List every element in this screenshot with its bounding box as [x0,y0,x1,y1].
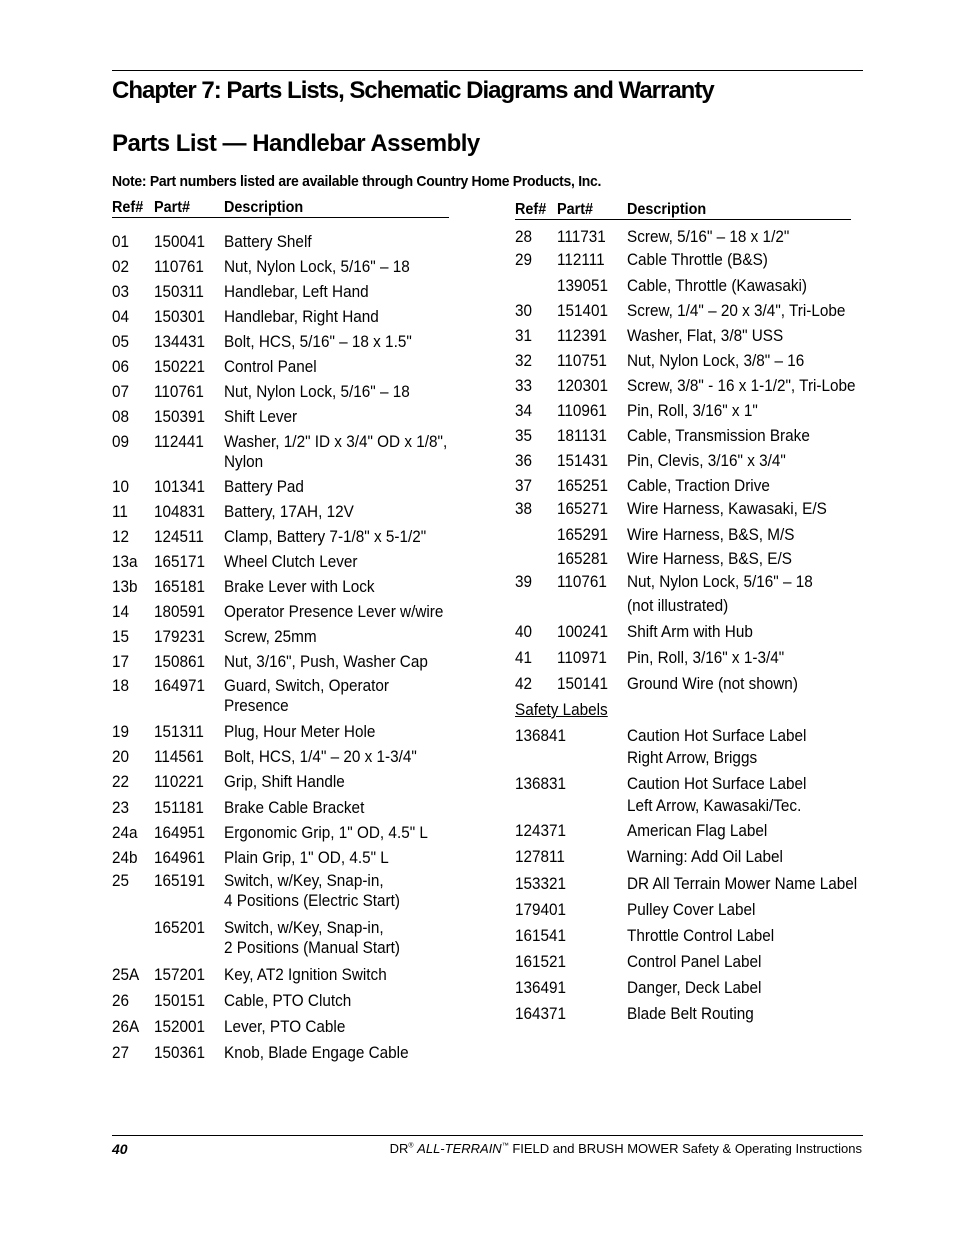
part-description: Knob, Blade Engage Cable [224,1043,409,1062]
part-number: 161541 [515,926,567,945]
part-description: Nut, Nylon Lock, 5/16" – 18 [224,257,410,276]
part-number: 150041 [154,232,206,251]
part-number: 151401 [557,301,609,320]
part-description: Ground Wire (not shown) [627,674,798,693]
part-number: 127811 [515,847,565,866]
part-description: Operator Presence Lever w/wire [224,602,444,621]
ref-column-header: Ref# [112,199,144,216]
registered-mark: ® [408,1142,414,1150]
part-description: Switch, w/Key, Snap-in, [224,918,384,937]
part-description: Pin, Roll, 3/16" x 1-3/4" [627,648,785,667]
part-description: Cable, Traction Drive [627,476,770,495]
page-number: 40 [112,1141,128,1157]
part-number: 150151 [154,991,206,1010]
part-description: Screw, 5/16" – 18 x 1/2" [627,227,790,246]
footer-title [390,1141,862,1156]
part-number: 112391 [557,326,607,345]
part-number: 111731 [557,227,606,246]
part-description: Control Panel Label [627,952,762,971]
ref-number: 03 [112,282,130,301]
part-description: Control Panel [224,357,317,376]
part-number: 110761 [557,572,607,591]
part-number: 164961 [154,848,206,867]
part-description: Caution Hot Surface Label [627,774,807,793]
part-number: 110221 [154,772,204,791]
part-description: Bolt, HCS, 1/4" – 20 x 1-3/4" [224,747,417,766]
ref-number: 29 [515,250,533,269]
part-description: Cable, Throttle (Kawasaki) [627,276,807,295]
ref-number: 26 [112,991,130,1010]
part-number: 150221 [154,357,206,376]
part-description: Left Arrow, Kawasaki/Tec. [627,796,802,815]
parts-table-right [515,201,865,1023]
ref-number: 05 [112,332,130,351]
part-number: 100241 [557,622,609,641]
part-description: Warning: Add Oil Label [627,847,783,866]
ref-number: 30 [515,301,533,320]
part-number: 150391 [154,407,206,426]
part-description: 2 Positions (Manual Start) [224,938,401,957]
part-number: 165291 [557,525,609,544]
part-number: 165191 [154,871,206,890]
part-description: Plain Grip, 1" OD, 4.5" L [224,848,389,867]
part-number: 151311 [154,722,204,741]
part-description: Pin, Clevis, 3/16" x 3/4" [627,451,786,470]
part-number: 110761 [154,382,204,401]
part-number: 110971 [557,648,607,667]
part-number: 112441 [154,432,204,451]
part-column-header: Part# [557,201,594,218]
ref-number: 25 [112,871,130,890]
ref-number: 24a [112,823,138,842]
table-header [515,201,865,221]
ref-number: 28 [515,227,533,246]
part-number: 124511 [154,527,204,546]
part-number: 165271 [557,499,609,518]
chapter-title: Chapter 7: Parts Lists, Schematic Diagrams and Warranty [112,77,714,104]
part-description: Throttle Control Label [627,926,775,945]
part-description: Screw, 1/4" – 20 x 3/4", Tri-Lobe [627,301,846,320]
part-description: Nylon [224,452,264,471]
part-description: Caution Hot Surface Label [627,726,807,745]
part-description: 4 Positions (Electric Start) [224,891,401,910]
part-description: Shift Lever [224,407,298,426]
ref-number: 23 [112,798,130,817]
description-column-header: Description [627,201,707,218]
part-number: 157201 [154,965,206,984]
part-description: Nut, Nylon Lock, 5/16" – 18 [224,382,410,401]
ref-number: 24b [112,848,138,867]
part-number: 120301 [557,376,609,395]
ref-number: 42 [515,674,533,693]
ref-number: 41 [515,648,533,667]
top-rule [112,70,863,71]
ref-number: 39 [515,572,533,591]
part-description: Cable, PTO Clutch [224,991,352,1010]
ref-number: 19 [112,722,130,741]
header-underline [515,219,851,220]
part-description: Cable Throttle (B&S) [627,250,768,269]
ref-number: 38 [515,499,533,518]
part-description: Grip, Shift Handle [224,772,345,791]
part-number: 165201 [154,918,206,937]
part-description: Nut, 3/16", Push, Washer Cap [224,652,428,671]
part-number: 150361 [154,1043,206,1062]
part-number: 151431 [557,451,609,470]
part-number: 161521 [515,952,567,971]
safety-labels-heading: Safety Labels [515,700,608,719]
part-number: 124371 [515,821,567,840]
part-description: Presence [224,696,289,715]
part-description: Right Arrow, Briggs [627,748,758,767]
part-description: Battery, 17AH, 12V [224,502,354,521]
part-number: 150301 [154,307,206,326]
ref-number: 09 [112,432,130,451]
ref-number: 34 [515,401,533,420]
part-description: Ergonomic Grip, 1" OD, 4.5" L [224,823,428,842]
ref-number: 06 [112,357,130,376]
footer-brand: DR [389,1141,409,1156]
part-number: 150311 [154,282,204,301]
part-number: 164971 [154,676,206,695]
part-description: Washer, 1/2" ID x 3/4" OD x 1/8", [224,432,448,451]
ref-number: 35 [515,426,533,445]
part-description: Lever, PTO Cable [224,1017,346,1036]
part-number: 139051 [557,276,609,295]
part-description: Clamp, Battery 7-1/8" x 5-1/2" [224,527,427,546]
part-number: 181131 [557,426,607,445]
ref-number: 01 [112,232,130,251]
availability-note: Note: Part numbers listed are available through Country Home Products, Inc. [112,173,602,190]
part-number: 104831 [154,502,206,521]
part-description: Key, AT2 Ignition Switch [224,965,387,984]
part-description: Cable, Transmission Brake [627,426,810,445]
part-number: 151181 [154,798,204,817]
ref-number: 08 [112,407,130,426]
part-description: Shift Arm with Hub [627,622,753,641]
part-column-header: Part# [154,199,191,216]
ref-number: 33 [515,376,533,395]
part-description: Brake Lever with Lock [224,577,375,596]
description-column-header: Description [224,199,304,216]
part-number: 110761 [154,257,204,276]
ref-number: 13b [112,577,138,596]
part-description: Nut, Nylon Lock, 3/8" – 16 [627,351,805,370]
part-description: Wire Harness, B&S, E/S [627,549,792,568]
part-description: Brake Cable Bracket [224,798,365,817]
part-number: 165251 [557,476,609,495]
part-number: 152001 [154,1017,206,1036]
ref-number: 04 [112,307,130,326]
part-description: Wire Harness, Kawasaki, E/S [627,499,827,518]
ref-number: 11 [112,502,128,521]
part-description: Danger, Deck Label [627,978,762,997]
part-number: 153321 [515,874,567,893]
ref-number: 26A [112,1017,140,1036]
part-description: Wire Harness, B&S, M/S [627,525,795,544]
parts-table-left [112,199,452,1062]
part-number: 136491 [515,978,567,997]
ref-number: 27 [112,1043,130,1062]
ref-number: 17 [112,652,130,671]
ref-number: 32 [515,351,533,370]
ref-number: 36 [515,451,533,470]
part-description: Handlebar, Right Hand [224,307,379,326]
part-description: DR All Terrain Mower Name Label [627,874,858,893]
section-title: Parts List — Handlebar Assembly [112,130,480,157]
part-description: Switch, w/Key, Snap-in, [224,871,384,890]
part-description: Blade Belt Routing [627,1004,754,1023]
table-header [112,199,452,219]
part-description: Screw, 3/8" - 16 x 1-1/2", Tri-Lobe [627,376,856,395]
part-description: Battery Pad [224,477,304,496]
part-number: 114561 [154,747,204,766]
bottom-rule [112,1135,863,1136]
ref-number: 10 [112,477,130,496]
part-number: 164371 [515,1004,567,1023]
part-number: 165281 [557,549,609,568]
ref-number: 20 [112,747,130,766]
part-description: Bolt, HCS, 5/16" – 18 x 1.5" [224,332,412,351]
footer-product-name: ALL-TERRAIN [417,1141,502,1156]
part-description: Pulley Cover Label [627,900,756,919]
ref-number: 14 [112,602,130,621]
part-number: 165171 [154,552,206,571]
part-description: Washer, Flat, 3/8" USS [627,326,784,345]
ref-number: 37 [515,476,533,495]
part-number: 164951 [154,823,206,842]
part-description: Battery Shelf [224,232,312,251]
ref-number: 40 [515,622,533,641]
header-underline [112,217,449,218]
ref-number: 15 [112,627,130,646]
part-number: 112111 [557,250,605,269]
part-number: 136841 [515,726,567,745]
part-number: 165181 [154,577,206,596]
part-description: Screw, 25mm [224,627,317,646]
part-description: Handlebar, Left Hand [224,282,369,301]
ref-number: 25A [112,965,140,984]
part-number: 179231 [154,627,206,646]
part-number: 179401 [515,900,567,919]
part-description: Guard, Switch, Operator [224,676,389,695]
footer-rest: FIELD and BRUSH MOWER Safety & Operating Instructions [508,1141,862,1156]
part-number: 150861 [154,652,206,671]
part-number: 134431 [154,332,206,351]
part-number: 101341 [154,477,206,496]
ref-number: 22 [112,772,130,791]
ref-number: 12 [112,527,130,546]
ref-column-header: Ref# [515,201,547,218]
ref-number: 07 [112,382,130,401]
part-description: Plug, Hour Meter Hole [224,722,376,741]
part-description: Nut, Nylon Lock, 5/16" – 18 [627,572,813,591]
ref-number: 02 [112,257,130,276]
part-number: 150141 [557,674,609,693]
ref-number: 18 [112,676,130,695]
ref-number: 13a [112,552,138,571]
part-description: Pin, Roll, 3/16" x 1" [627,401,758,420]
part-description: (not illustrated) [627,596,729,615]
part-description: American Flag Label [627,821,768,840]
ref-number: 31 [515,326,533,345]
part-number: 110751 [557,351,607,370]
part-description: Wheel Clutch Lever [224,552,358,571]
part-number: 180591 [154,602,206,621]
trademark-mark: ™ [501,1142,509,1150]
part-number: 110961 [557,401,607,420]
part-number: 136831 [515,774,567,793]
